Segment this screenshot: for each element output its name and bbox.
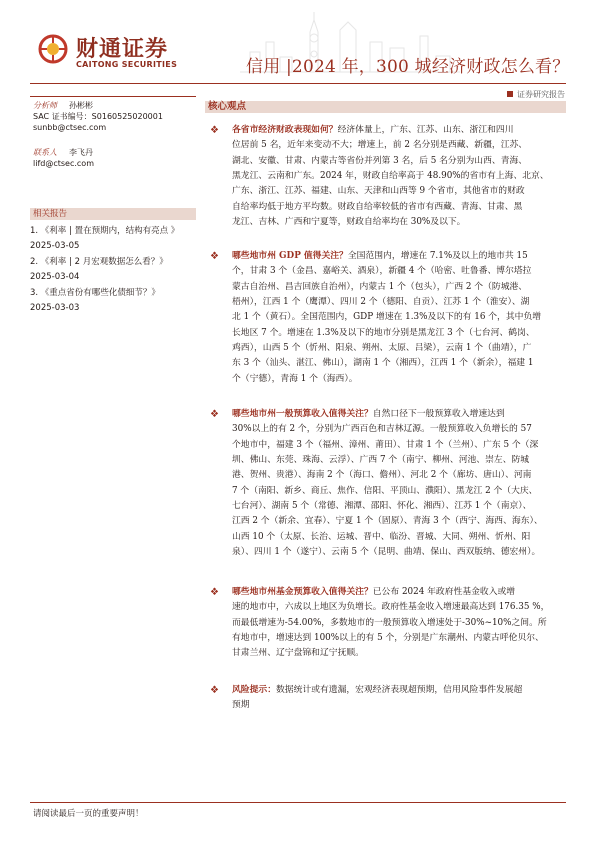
core-point-line [232, 295, 568, 310]
core-point-line [232, 154, 568, 169]
core-point-text: 个，甘肃 3 个（金昌、嘉峪关、酒泉），新疆 4 个（哈密、吐鲁番、博尔塔拉 [232, 266, 532, 277]
core-point-lead: 哪些地市州 GDP 值得关注？ [232, 251, 348, 261]
related-reports-heading: 相关报告 [30, 208, 196, 220]
core-point-text: 个（宁德），青海 1 个（海西）。 [232, 373, 358, 384]
analyst-block [33, 100, 195, 133]
core-point-line [232, 356, 568, 371]
core-point-line [232, 499, 568, 514]
diamond-bullet-icon: ❖ [210, 251, 219, 262]
square-bullet-icon [507, 91, 513, 97]
core-point-line [232, 200, 568, 215]
analyst-name: 孙彬彬 [69, 101, 93, 110]
core-point-5 [232, 683, 568, 714]
core-point-lead: 风险提示： [232, 685, 276, 695]
core-point-3 [232, 407, 568, 560]
related-report-2-date: 2025-03-04 [30, 272, 80, 282]
core-point-line [232, 280, 568, 295]
core-views-heading: 核心观点 [205, 101, 566, 113]
core-point-2 [232, 249, 568, 387]
core-point-text: 已公布 2024 年政府性基金收入或增 [372, 587, 516, 597]
core-point-text: 江西 2 个（新余、宜春）、宁夏 1 个（固原）、青海 3 个（西宁、海西、海东）、 [232, 516, 543, 527]
core-point-text: 经济体量上，广东、江苏、山东、浙江和四川 [337, 125, 514, 135]
core-point-1 [232, 123, 568, 230]
core-point-text: 东 3 个（汕头、湛江、佛山），湖南 1 个（湘西），江西 1 个（新余），福建 1 [232, 358, 534, 369]
core-point-line [232, 123, 568, 138]
report-title: 信用 |2024 年，300 城经济财政怎么看？ [246, 57, 570, 77]
diamond-bullet-icon: ❖ [210, 587, 219, 598]
core-point-text: 有地市中，增速达到 100%以上的有 5 个，分别是广东潮州、内蒙古呼伦贝尔、 [232, 633, 544, 644]
core-point-text: 7 个（南阳、新乡、商丘、焦作、信阳、平顶山、濮阳）、黑龙江 2 个（大庆、 [232, 485, 538, 496]
core-point-line [232, 683, 568, 698]
contact-block [33, 147, 195, 169]
related-report-1[interactable]: 1. 《利率 | 置在预期内，结构有亮点 》 [30, 226, 180, 236]
core-point-text: 北 1 个（黄石）。全国范围内，GDP 增速在 1.3%及以下的有 16 个，其中负增 [232, 312, 542, 323]
core-point-line [232, 646, 568, 661]
core-point-line [232, 215, 568, 230]
core-point-text: 泉）、四川 1 个（遂宁）、云南 5 个（昆明、曲靖、保山、西双版纳、德宏州）。 [232, 547, 541, 558]
core-point-line [232, 600, 568, 615]
core-point-line [232, 184, 568, 199]
core-point-lead: 各省市经济财政表现如何？ [232, 125, 338, 135]
core-point-line [232, 585, 568, 600]
core-point-4 [232, 585, 568, 662]
core-point-text: 梧州），江西 1 个（鹰潭）、四川 2 个（德阳、自贡）、江苏 1 个（淮安）、湖 [232, 297, 530, 308]
core-point-text: 30%以上的有 2 个，分别为广西百色和吉林辽源。一般预算收入负增长的 57 [232, 424, 532, 435]
core-point-line [232, 310, 568, 325]
core-point-text: 七台河）、湖南 5 个（常德、湘潭、邵阳、怀化、湘西）、江苏 1 个（南京）、 [232, 501, 532, 512]
report-type-label [507, 89, 565, 100]
core-point-line [232, 422, 568, 437]
contact-label: 联系人 [33, 148, 57, 157]
core-point-text: 广东、浙江、江苏、福建、山东、天津和山西等 9 个省市，其他省市的财政 [232, 186, 525, 197]
contact-name: 李飞丹 [69, 148, 93, 157]
analyst-label: 分析师 [33, 101, 57, 110]
diamond-bullet-icon: ❖ [210, 685, 219, 696]
core-point-text: 预期 [232, 700, 250, 711]
core-point-text: 而最低增速为-54.00%，多数地市的一般预算收入增速处于-30%~10%之间。所 [232, 617, 547, 628]
core-point-text: 山西 10 个（太原、长治、运城、晋中、临汾、晋城、大同、朔州、忻州、阳 [232, 531, 531, 542]
core-point-text: 位居前 5 名，近年来变动不大；增速上，前 2 名分别是西藏、新疆，江苏、 [232, 140, 528, 151]
core-point-line [232, 372, 568, 387]
core-point-text: 长地区 7 个。增速在 1.3%及以下的地市分别是黑龙江 3 个（七台河、鹤岗、 [232, 327, 535, 338]
core-point-line [232, 698, 568, 713]
brand-cn: 财通证券 [76, 37, 169, 62]
related-report-3[interactable]: 3. 《重点省份有哪些化债细节？》 [30, 288, 160, 298]
core-point-text: 圳、佛山、东莞、珠海、云浮）、广西 7 个（南宁、柳州、河池、崇左、防城 [232, 455, 530, 466]
left-top-divider [30, 96, 196, 97]
core-point-line [232, 484, 568, 499]
core-point-line [232, 453, 568, 468]
contact-email[interactable]: lifd@ctsec.com [33, 159, 94, 168]
core-point-line [232, 514, 568, 529]
core-point-line [232, 249, 568, 264]
core-point-text: 个地市中，福建 3 个（福州、漳州、莆田）、甘肃 1 个（兰州）、广东 5 个（深 [232, 439, 539, 450]
core-point-text: 鸡西），山西 5 个（忻州、阳泉、朔州、太原、吕梁），云南 1 个（曲靖），广 [232, 343, 532, 354]
header-divider [30, 83, 566, 84]
caitong-logo-mark-icon [38, 34, 68, 64]
core-point-line [232, 341, 568, 356]
core-point-line [232, 169, 568, 184]
core-point-text: 港、贺州、贵港）、海南 2 个（海口、儋州）、河北 2 个（廊坊、唐山）、河南 [232, 470, 532, 481]
core-point-line [232, 631, 568, 646]
diamond-bullet-icon: ❖ [210, 409, 219, 420]
core-point-line [232, 326, 568, 341]
footer-disclaimer: 请阅读最后一页的重要声明！ [33, 809, 144, 819]
core-point-text: 自然口径下一般预算收入增速达到 [372, 409, 505, 419]
core-point-text: 湖北、安徽、甘肃、内蒙古等省份并列第 3 名，后 5 名分别为山西、青海、 [232, 155, 528, 166]
core-point-line [232, 530, 568, 545]
analyst-sac: SAC 证书编号：S0160525020001 [33, 112, 163, 121]
core-point-lead: 哪些地市州基金预算收入值得关注？ [232, 587, 373, 597]
caitong-logo [38, 34, 178, 72]
core-point-line [232, 468, 568, 483]
footer-divider [30, 802, 566, 803]
core-point-text: 甘肃兰州、辽宁盘锦和辽宁抚顺。 [232, 648, 364, 659]
analyst-email[interactable]: sunbb@ctsec.com [33, 123, 107, 132]
related-report-2[interactable]: 2. 《利率 | 2 月宏观数据怎么看？》 [30, 257, 168, 267]
report-type-text: 证券研究报告 [517, 90, 565, 99]
core-point-text: 黑龙江、云南和广东。2024 年，财政自给率高于 48.90%的省市有上海、北京、 [232, 171, 549, 182]
core-point-text: 全国范围内，增速在 7.1%及以上的地市共 15 [347, 251, 528, 261]
diamond-bullet-icon: ❖ [210, 125, 219, 136]
core-point-lead: 哪些地市州一般预算收入值得关注？ [232, 409, 373, 419]
core-point-line [232, 438, 568, 453]
core-point-text: 蒙古自治州、昌吉回族自治州），内蒙古 1 个（包头），广西 2 个（防城港、 [232, 281, 528, 292]
related-report-1-date: 2025-03-05 [30, 241, 80, 251]
core-point-line [232, 138, 568, 153]
core-point-text: 数据统计或有遗漏，宏观经济表现超预期，信用风险事件发展超 [276, 685, 523, 695]
core-point-line [232, 616, 568, 631]
related-report-3-date: 2025-03-03 [30, 303, 80, 313]
core-point-text: 速的地市中，六成以上地区为负增长。政府性基金收入增速最高达到 176.35 %， [232, 602, 550, 613]
core-point-line [232, 264, 568, 279]
core-point-line [232, 545, 568, 560]
brand-en: CAITONG SECURITIES [76, 60, 178, 69]
core-point-text: 龙江、吉林、广西和宁夏等，财政自给率均在 30%及以下。 [232, 217, 466, 228]
core-point-text: 自给率均低于地方平均数。财政自给率较低的省市有西藏、青海、甘肃、黑 [232, 201, 523, 212]
core-point-line [232, 407, 568, 422]
